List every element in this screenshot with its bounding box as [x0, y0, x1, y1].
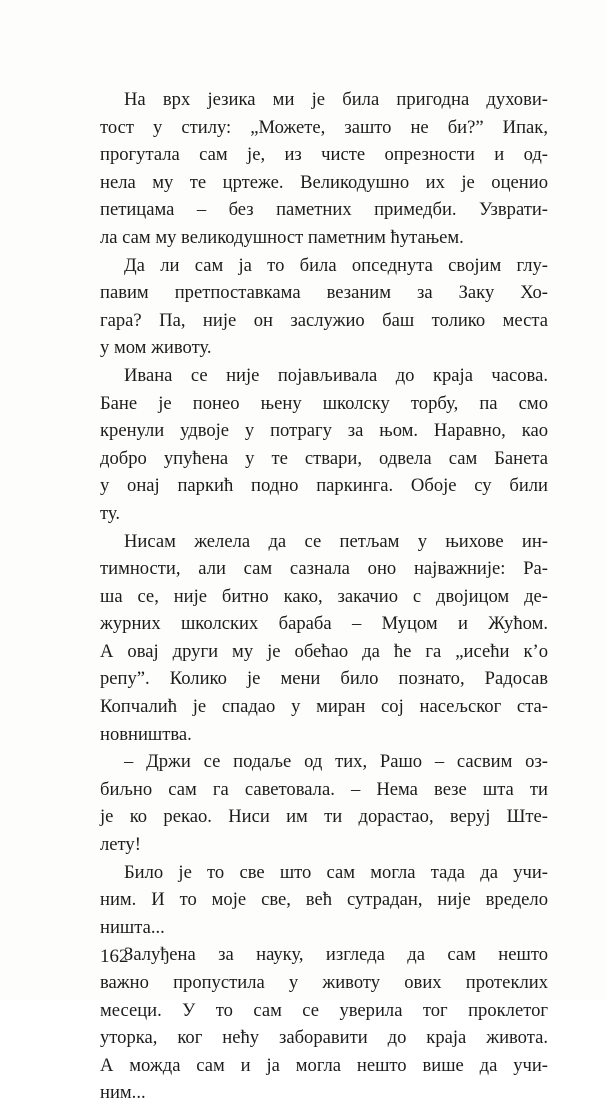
text-line: Бане је понео њену школску торбу, па смо — [100, 392, 548, 414]
text-line: Копчалић је спадао у миран сој насељског ста- — [100, 696, 548, 718]
text-line: петицама – без паметних примедби. Узврати- — [100, 199, 548, 221]
text-line: биљно сам га саветовала. – Нема везе шта ти — [100, 778, 548, 800]
text-line: павим претпоставкама везаним за Заку Хо- — [100, 282, 548, 304]
text-line: ша се, није битно како, закачио с двојицом де- — [100, 585, 548, 607]
text-line: ла сам му великодушност паметним ћутањем. — [100, 226, 464, 248]
text-line: месеци. У то сам се уверила тог проклетог — [100, 999, 548, 1021]
text-line: уторка, ког нећу заборавити до краја живота. — [100, 1027, 548, 1049]
text-line: лету! — [100, 834, 141, 856]
text-line: у мом животу. — [100, 337, 212, 359]
text-line: прогутала сам је, из чисте опрезности и од- — [100, 144, 548, 166]
text-line: Да ли сам ја то била опседнута својим глу- — [124, 254, 548, 276]
text-line: гара? Па, није он заслужио баш толико места — [100, 309, 548, 331]
text-line: Било је то све што сам могла тада да учи- — [124, 861, 548, 883]
text-line: новништва. — [100, 723, 192, 745]
text-line: тимности, али сам сазнала оно најважније: Ра- — [100, 558, 548, 580]
text-line: Залуђена за науку, изгледа да сам нешто — [124, 944, 548, 966]
text-line: А овај други му је обећао да ће га „исећи к’о — [100, 640, 548, 662]
text-line: А можда сам и ја могла нешто више да учи- — [100, 1054, 548, 1076]
text-line: ништа... — [100, 916, 165, 938]
text-line: је ко рекао. Ниси им ти дорастао, веруј Ште- — [100, 806, 548, 828]
text-line: у онај паркић подно паркинга. Обоје су били — [100, 475, 548, 497]
text-line: – Држи се подаље од тих, Рашо – сасвим оз- — [124, 751, 548, 773]
text-line: журних школских бараба – Муцом и Жућом. — [100, 613, 548, 635]
text-line: ним... — [100, 1082, 146, 1104]
text-line: кренули удвоје у потрагу за њом. Наравно, као — [100, 420, 548, 442]
text-line: репу”. Колико је мени било познато, Радосав — [100, 668, 548, 690]
text-line: тост у стилу: „Можете, зашто не би?” Ипак, — [100, 116, 548, 138]
body-text — [100, 86, 548, 1107]
text-line: На врх језика ми је била пригодна духови- — [124, 89, 548, 110]
text-line: ним. И то моје све, већ сутрадан, није вредело — [100, 889, 548, 911]
text-line: ту. — [100, 502, 120, 524]
text-line: Ивана се није појављивала до краја часова. — [124, 364, 548, 386]
text-line: добро упућена у те ствари, одвела сам Банета — [100, 447, 548, 469]
page-number: 162 — [100, 946, 129, 967]
text-line: нела му те цртеже. Великодушно их је оценио — [100, 171, 548, 193]
text-line: Нисам желела да се петљам у њихове ин- — [124, 530, 548, 552]
text-line: важно пропустила у животу ових протеклих — [100, 972, 548, 993]
